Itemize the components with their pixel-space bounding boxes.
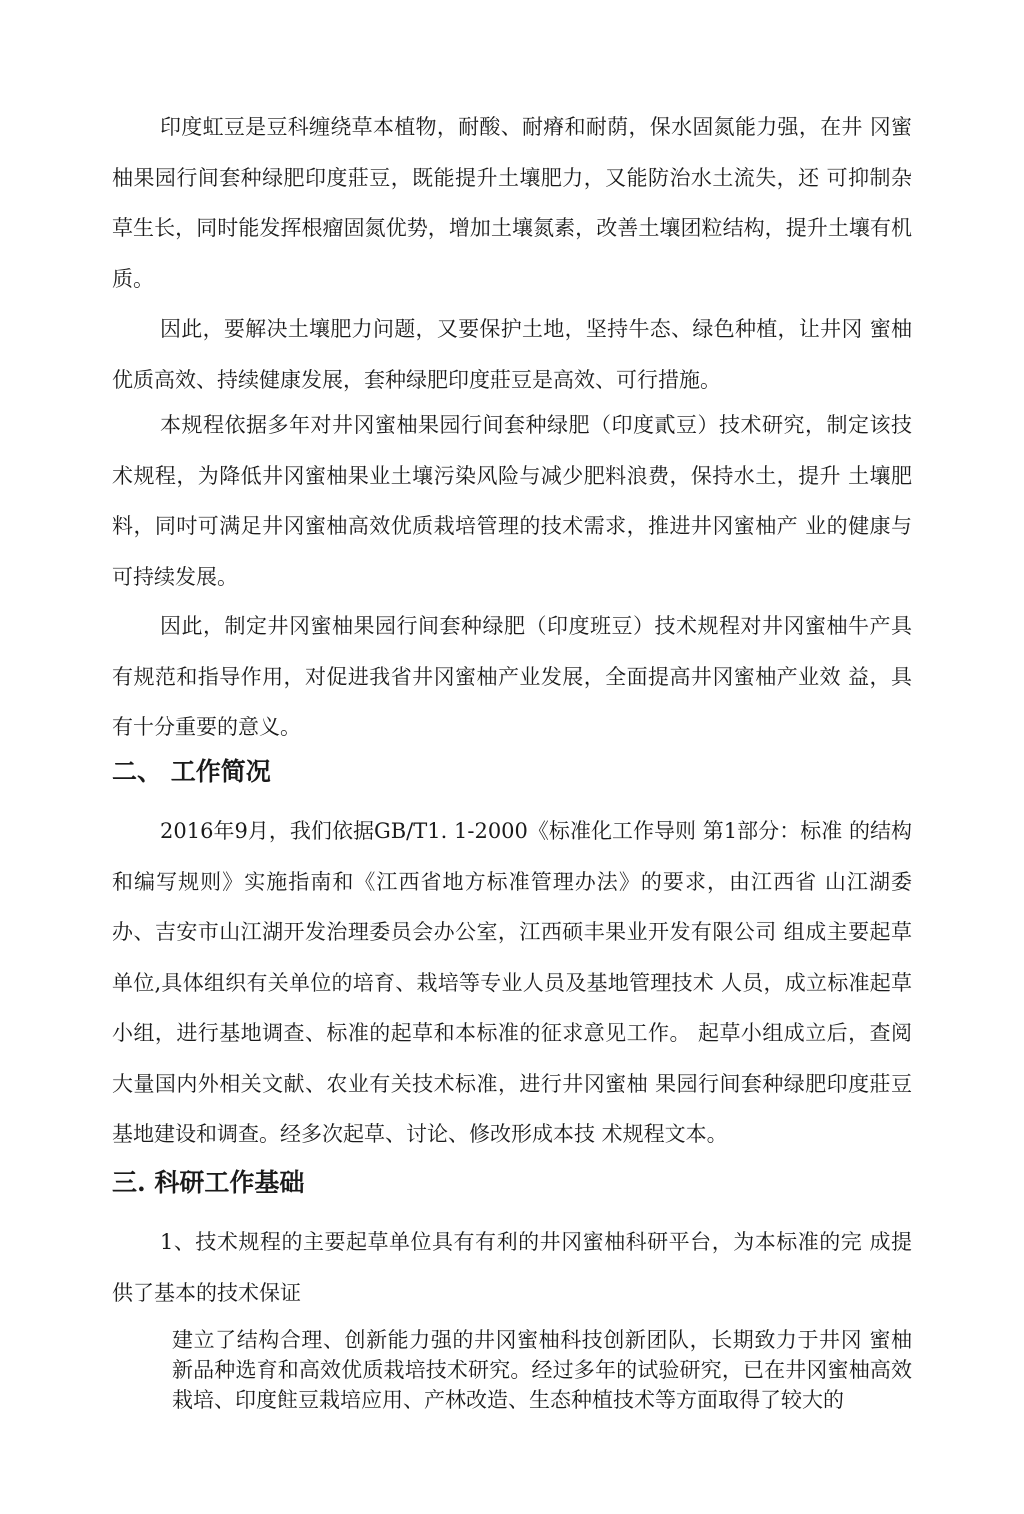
section-heading-research-basis: 三. 科研工作基础 xyxy=(112,1168,305,1197)
section-heading-work-overview: 二、 工作简况 xyxy=(112,757,271,786)
paragraph-research-basis: 1、技术规程的主要起草单位具有有利的井冈蜜柚科研平台，为本标准的完 成提供了基本的技术保证 xyxy=(112,1230,912,1305)
paragraph-intro-2: 因此，要解决土壤肥力问题，又要保护土地，坚持牛态、绿色种植，让井冈 蜜柚优质高效、持续健康发展，套种绿肥印度莊豆是高效、可行措施。 xyxy=(112,317,912,392)
paragraph-intro-4: 因此，制定井冈蜜柚果园行间套种绿肥（印度班豆）技术规程对井冈蜜柚牛产具有规范和指导作用，对促进我省井冈蜜柚产业发展，全面提高井冈蜜柚产业效 益，具有十分重要的意义。 xyxy=(112,614,913,739)
paragraph-innovation-team: 建立了结构合理、创新能力强的井冈蜜柚科技创新团队，长期致力于井冈 蜜柚新品种选育和高效优质栽培技术研究。经过多年的试验研究，已在井冈蜜柚高效栽培、印度飳豆栽培应用、产林改造、生态种植技术等方面取得了较大的 xyxy=(172,1328,912,1412)
paragraph-intro-3: 本规程依据多年对井冈蜜柚果园行间套种绿肥（印度貳豆）技术研究，制定该技术规程，为降低井冈蜜柚果业土壤污染风险与减少肥料浪费，保持水土，提升 土壤肥料，同吋可满足井冈蜜柚高效优质栽培管理的技术需求，推进井冈蜜柚产 业的健康与可持续发展。 xyxy=(112,413,913,589)
paragraph-intro-1: 印度虹豆是豆科缠绕草本植物，耐酸、耐瘠和耐荫，保水固氮能力强，在井 冈蜜柚果园行间套种绿肥印度莊豆，既能提升土壤肥力，又能防治水土流失，还 可抑制杂草生长，同时能发挥根瘤固氮优势，增加土壤氮素，改善土壤团粒结构，提升土壤有机质。 xyxy=(112,115,912,291)
paragraph-work-overview: 2016年9月，我们依据GB/T1. 1-2000《标准化工作导则 第1部分：标准 的结构和编写规则》实施指南和《江西省地方标准管理办法》的要求，由江西省 山江湖委办、吉安市山江湖开发治理委员会办公室，江西硕丰果业开发有限公司 组成主要起草单位,具体组织有关单位的培育、栽培等专业人员及基地管理技术 人员，成立标准起草小组，进行基地调查、标准的起草和本标准的征求意见工作。 起草小组成立后，查阅大量国内外相关文献、农业有关技术标准，进行井冈蜜柚 果园行间套种绿肥印度莊豆基地建设和调查。经多次起草、讨论、修改形成本技 术规程文本。 xyxy=(112,819,912,1146)
